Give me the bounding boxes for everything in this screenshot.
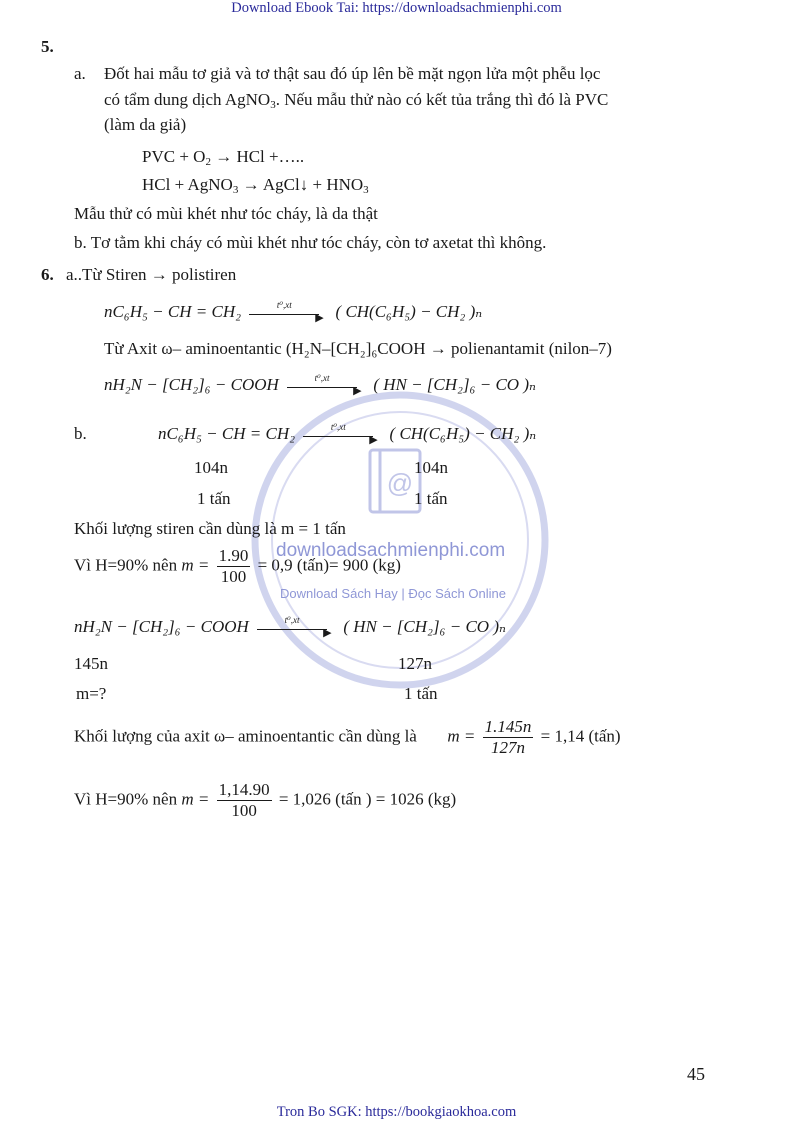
q5-a-line1: Đốt hai mẫu tơ giả và tơ thật sau đó úp lên bề mặt ngọn lửa một phễu lọc (104, 64, 601, 83)
page-number: 45 (687, 1064, 705, 1084)
q6-yield-2: Vì H=90% nên m = $\frac{1,14.90}{100}$ = 1,026 (tấn ) = 1026 (kg) (74, 780, 457, 820)
reaction-arrow: t⁰,xt ▶ (249, 303, 327, 323)
q5-a-line3: (làm da giả) (104, 115, 187, 134)
q5-equation-1: PVC + $O_2$ → HCl +….. (142, 147, 305, 168)
footer-link[interactable]: Tron Bo SGK: https://bookgiaokhoa.com (276, 1104, 517, 1120)
q5-b-text: b. Tơ tằm khi cháy có mùi khét như tóc cháy, còn tơ axetat thì không. (74, 233, 547, 252)
watermark-site: downloadsachmienphi.com (276, 540, 506, 561)
q6-styrene-equation: nC₆H₅ − CH = CH₂ t⁰,xt ▶ ( CH(C₆H₅) − CH₂ )ₙ (104, 300, 483, 325)
q6-yield-1: Vì H=90% nên m = $\frac{1.90}{100}$ = 0,9 (tấn)= 900 (kg) (74, 546, 401, 586)
fraction: $\frac{1.90}{100}$ (218, 546, 249, 586)
q6-acid-intro: Từ Axit ω– aminoentantic (H₂N–[CH₂]₆COOH → polienantamit (nilon–7) (104, 339, 612, 358)
svg-text:@: @ (386, 468, 414, 498)
q6-mass-styrene: Khối lượng stiren cần dùng là m = 1 tấn (74, 519, 346, 538)
q6-mass-ratio-right: 104n (414, 458, 448, 477)
q6-mass-left: 1 tấn (197, 489, 231, 508)
reaction-arrow: t⁰,xt ▶ (257, 618, 335, 638)
q6-acid-mass-left: m=? (76, 684, 107, 703)
q6-a-intro: a..Từ Stiren → polistiren (66, 265, 237, 284)
q5-a-line2: có tẩm dung dịch AgNO$_3$. Nếu mẫu thử nào có kết tủa trắng thì đó là PVC (104, 90, 609, 111)
q6-mass-right: 1 tấn (414, 489, 448, 508)
question-6-number: 6. (41, 265, 54, 284)
reaction-arrow: t⁰,xt ▶ (303, 425, 381, 445)
question-5-number: 5. (41, 37, 54, 56)
q6-acid-mass-right: 1 tấn (404, 684, 438, 703)
watermark-tagline: Download Sách Hay | Đọc Sách Online (280, 586, 506, 601)
fraction: $\frac{1.145n}{127n}$ (484, 717, 532, 757)
header-link[interactable]: Download Ebook Tai: https://downloadsachmienphi.com (231, 0, 562, 16)
q6-acid-ratio-right: 127n (398, 654, 432, 673)
reaction-arrow: t⁰,xt ▶ (287, 376, 365, 396)
q6-acid-equation-2: nH₂N − [CH₂]₆ − COOH t⁰,xt ▶ ( HN − [CH₂]₆ − CO )ₙ (74, 615, 506, 640)
fraction: $\frac{1,14.90}{100}$ (218, 780, 270, 820)
q6-b-label: b. (74, 424, 87, 443)
q5-smell-text: Mẫu thử có mùi khét như tóc cháy, là da thật (74, 204, 378, 223)
book-at-icon (370, 450, 420, 512)
q6-mass-acid: Khối lượng của axit ω– aminoentantic cần dùng là m = $\frac{1.145n}{127n}$ = 1,14 (tấn) (74, 717, 621, 757)
q6-mass-ratio-left: 104n (194, 458, 228, 477)
q6-acid-equation: nH₂N − [CH₂]₆ − COOH t⁰,xt ▶ ( HN − [CH₂]₆ − CO )ₙ (104, 373, 536, 398)
q6-acid-ratio-left: 145n (74, 654, 108, 673)
q5-a-label: a. (74, 64, 86, 83)
q5-equation-2: HCl + AgNO$_3$ → AgCl↓ + $HNO_3$ (142, 175, 369, 196)
q6-b-equation: nC₆H₅ − CH = CH₂ t⁰,xt ▶ ( CH(C₆H₅) − CH₂ )ₙ (158, 422, 537, 447)
